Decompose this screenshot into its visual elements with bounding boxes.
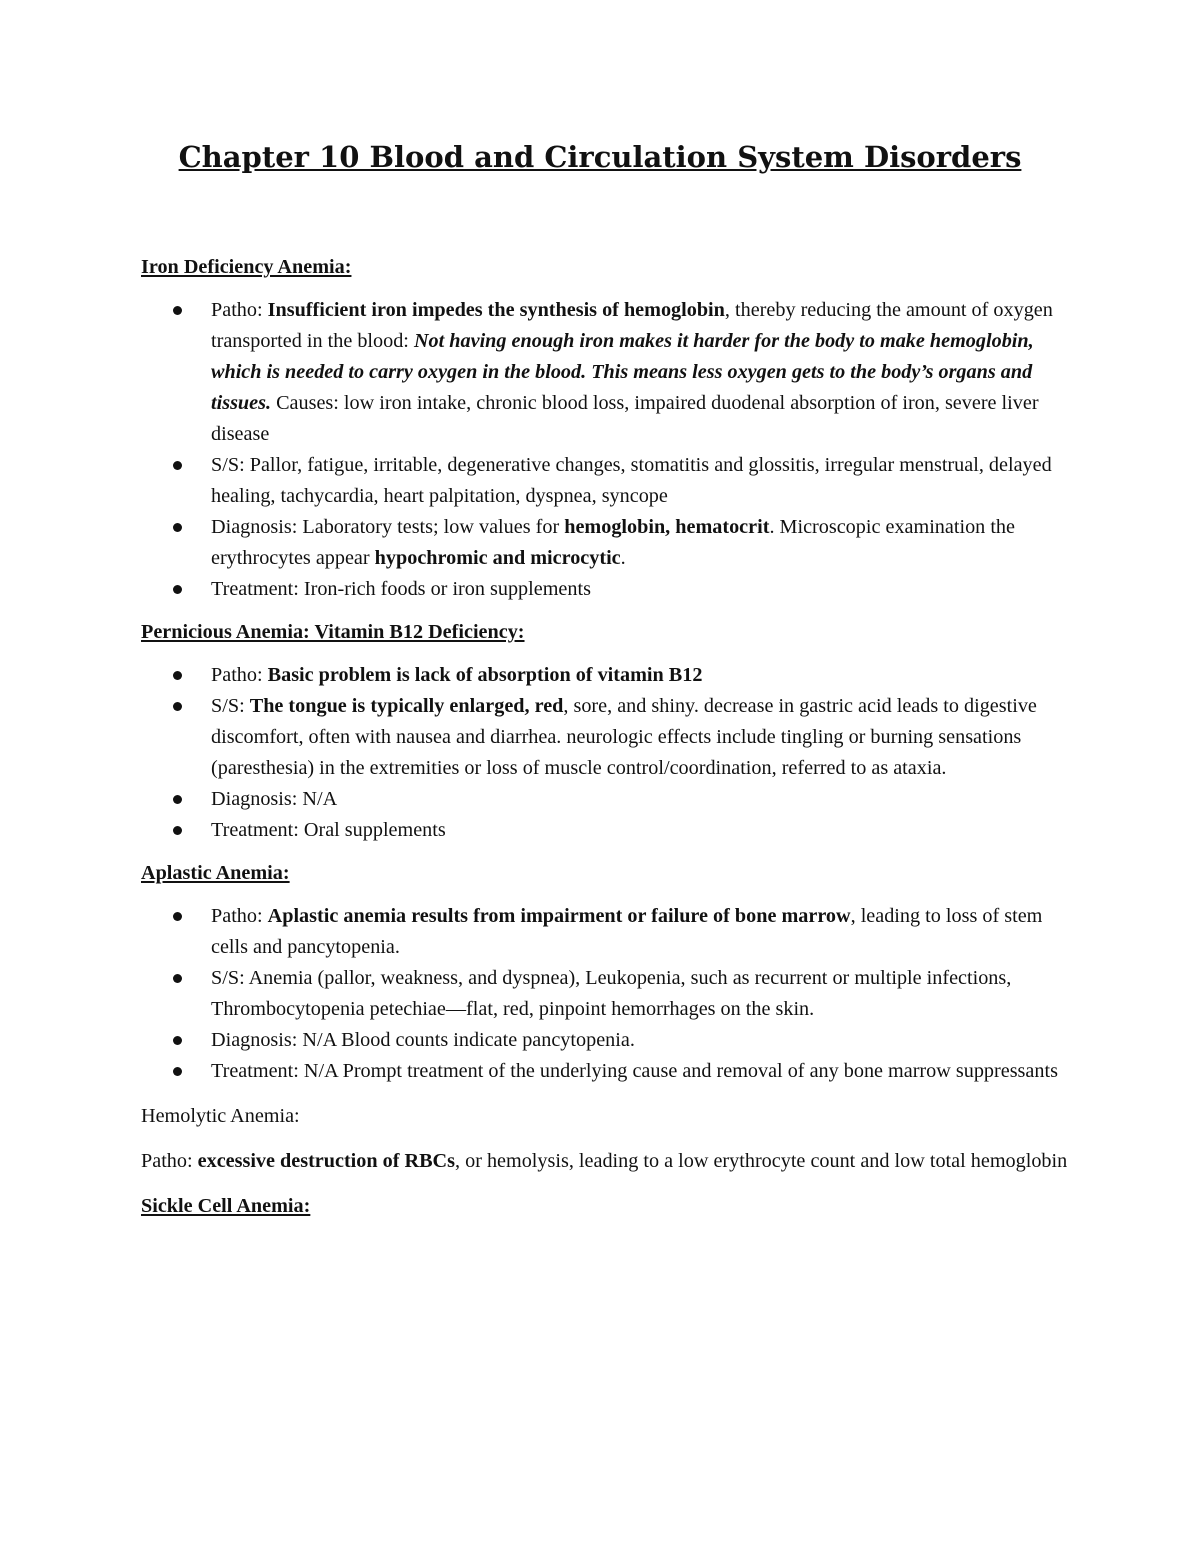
list-item: [141, 691, 1071, 784]
bullet-icon: [173, 523, 182, 532]
list-item: [141, 963, 1071, 1025]
list-item: [141, 574, 1071, 605]
patho-emphasis: excessive destruction of RBCs: [197, 1150, 455, 1172]
list-item: [141, 660, 1071, 691]
diagnosis-text: . Microscopic examination the erythrocytes appear: [211, 516, 1015, 569]
section-heading-sickle-cell: Sickle Cell Anemia:: [141, 1195, 311, 1217]
diagnosis-end: .: [620, 547, 626, 569]
section-heading-aplastic: Aplastic Anemia:: [141, 862, 290, 884]
patho-causes: Causes: low iron intake, chronic blood loss, impaired duodenal absorption of iron, severe liver disease: [211, 392, 1039, 445]
aplastic-list: [141, 901, 1071, 1087]
patho-emphasis: Basic problem is lack of absorption of vitamin B12: [267, 664, 703, 686]
list-item: [141, 295, 1071, 450]
bullet-icon: [173, 826, 182, 835]
patho-emphasis: Aplastic anemia results from impairment or failure of bone marrow: [267, 905, 851, 927]
treatment-text: Treatment: Iron-rich foods or iron supplements: [211, 578, 591, 600]
signs-symptoms-text: , sore, and shiny. decrease in gastric acid leads to digestive discomfort, often with nausea and diarrhea. neurologic effects include tingling or burning sensations (paresthesia) in the extremities or loss of muscle control/coordination, referred to as ataxia.: [211, 695, 1037, 779]
page-title: Chapter 10 Blood and Circulation System Disorders: [178, 140, 1022, 174]
patho-emphasis: Insufficient iron impedes the synthesis of hemoglobin: [267, 299, 725, 321]
patho-text: , or hemolysis, leading to a low erythrocyte count and low total hemoglobin: [455, 1150, 1068, 1172]
patho-label: Patho:: [211, 299, 268, 321]
list-item: [141, 450, 1071, 512]
bullet-icon: [173, 1036, 182, 1045]
list-item: [141, 512, 1071, 574]
treatment-text: Treatment: N/A Prompt treatment of the underlying cause and removal of any bone marrow suppressants: [211, 1060, 1058, 1082]
iron-deficiency-list: [141, 295, 1071, 605]
bullet-icon: [173, 912, 182, 921]
treatment-text: Treatment: Oral supplements: [211, 819, 446, 841]
bullet-icon: [173, 671, 182, 680]
section-heading-iron-deficiency: Iron Deficiency Anemia:: [141, 256, 352, 278]
signs-symptoms-label: S/S:: [211, 695, 250, 717]
document-content: [141, 252, 1071, 1234]
bullet-icon: [173, 1067, 182, 1076]
bullet-icon: [173, 306, 182, 315]
section-heading-pernicious: Pernicious Anemia: Vitamin B12 Deficiency:: [141, 621, 525, 643]
patho-label: Patho:: [211, 664, 268, 686]
patho-explanation: Not having enough iron makes it harder for the body to make hemoglobin, which is needed to carry oxygen in the blood. This means less oxygen gets to the body’s organs and tissues.: [211, 330, 1034, 414]
patho-text: , thereby reducing the amount of oxygen transported in the blood:: [211, 299, 1053, 352]
bullet-icon: [173, 974, 182, 983]
bullet-icon: [173, 702, 182, 711]
list-item: [141, 901, 1071, 963]
bullet-icon: [173, 585, 182, 594]
diagnosis-text: Diagnosis: N/A Blood counts indicate pancytopenia.: [211, 1029, 635, 1051]
pernicious-list: [141, 660, 1071, 846]
bullet-icon: [173, 795, 182, 804]
diagnosis-emphasis-1: hemoglobin, hematocrit: [564, 516, 770, 538]
signs-symptoms-text: S/S: Anemia (pallor, weakness, and dyspnea), Leukopenia, such as recurrent or multiple infections, Thrombocytopenia petechiae—flat, red, pinpoint hemorrhages on the skin.: [211, 967, 1012, 1020]
list-item: [141, 815, 1071, 846]
list-item: [141, 1025, 1071, 1056]
list-item: [141, 784, 1071, 815]
diagnosis-text: Diagnosis: N/A: [211, 788, 338, 810]
bullet-icon: [173, 461, 182, 470]
patho-label: Patho:: [211, 905, 268, 927]
diagnosis-label: Diagnosis: Laboratory tests; low values for: [211, 516, 565, 538]
section-heading-hemolytic: Hemolytic Anemia:: [141, 1105, 300, 1127]
hemolytic-patho: [141, 1146, 1071, 1177]
list-item: [141, 1056, 1071, 1087]
patho-label: Patho:: [141, 1150, 198, 1172]
patho-text: , leading to loss of stem cells and pancytopenia.: [211, 905, 1043, 958]
signs-symptoms-emphasis: The tongue is typically enlarged, red: [249, 695, 564, 717]
signs-symptoms-text: S/S: Pallor, fatigue, irritable, degenerative changes, stomatitis and glossitis, irregular menstrual, delayed healing, tachycardia, heart palpitation, dyspnea, syncope: [211, 454, 1052, 507]
diagnosis-emphasis-2: hypochromic and microcytic: [374, 547, 621, 569]
